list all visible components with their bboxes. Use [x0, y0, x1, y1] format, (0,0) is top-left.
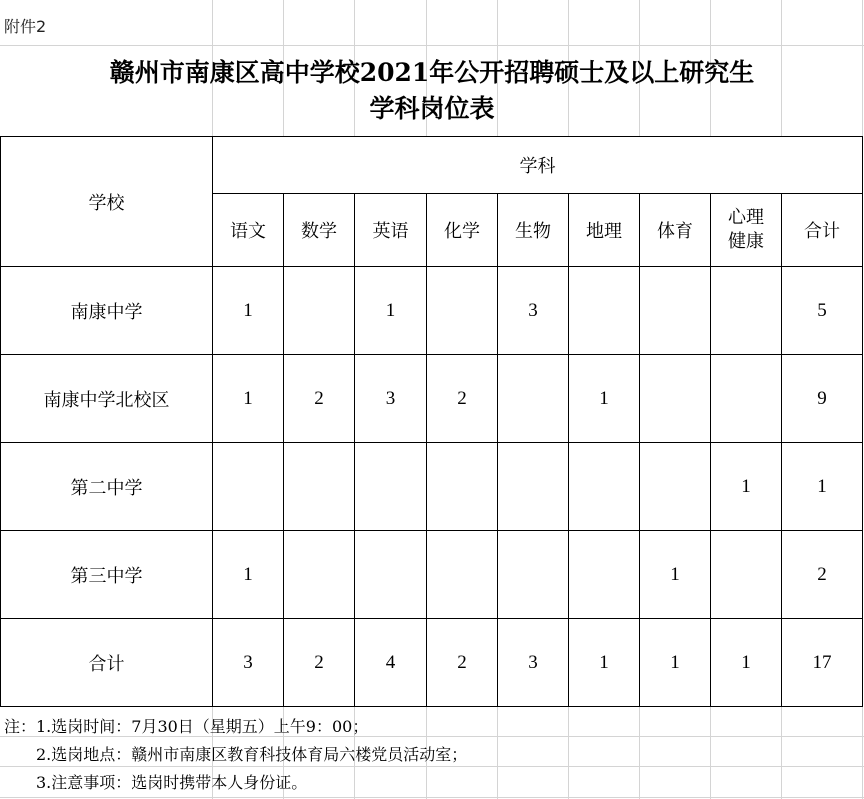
table-cell: 1 — [213, 531, 284, 619]
subject-chemistry-header: 化学 — [427, 194, 498, 267]
table-cell — [711, 531, 782, 619]
table-cell: 4 — [355, 619, 427, 707]
row-total: 9 — [782, 355, 863, 443]
table-cell: 1 — [569, 355, 640, 443]
table-cell: 2 — [427, 619, 498, 707]
table-cell: 1 — [213, 355, 284, 443]
table-cell: 1 — [569, 619, 640, 707]
totals-label: 合计 — [1, 619, 213, 707]
table-cell: 3 — [355, 355, 427, 443]
table-cell — [569, 267, 640, 355]
table-cell — [284, 443, 355, 531]
note-line-1: 注：1.选岗时间：7月30日（星期五）上午9：00； — [4, 717, 369, 736]
table-cell — [640, 443, 711, 531]
table-cell — [498, 355, 569, 443]
psychology-line2: 健康 — [728, 231, 764, 252]
table-cell: 3 — [498, 267, 569, 355]
note-line-2: 2.选岗地点：赣州市南康区教育科技体育局六楼党员活动室； — [36, 745, 468, 764]
table-cell: 3 — [213, 619, 284, 707]
table-cell — [355, 443, 427, 531]
table-cell — [284, 531, 355, 619]
table-cell — [640, 355, 711, 443]
table-cell — [355, 531, 427, 619]
table-cell — [498, 443, 569, 531]
subject-psychology-header — [711, 194, 782, 267]
subject-english-header: 英语 — [355, 194, 427, 267]
table-cell — [498, 531, 569, 619]
grand-total: 17 — [782, 619, 863, 707]
table-cell: 1 — [640, 619, 711, 707]
table-cell — [569, 443, 640, 531]
school-header: 学校 — [1, 137, 213, 267]
table-cell: 2 — [284, 355, 355, 443]
subject-header: 学科 — [213, 137, 863, 194]
table-row — [1, 267, 863, 355]
table-row — [1, 443, 863, 531]
school-name: 南康中学北校区 — [1, 355, 213, 443]
table-cell — [711, 267, 782, 355]
table-cell: 1 — [711, 443, 782, 531]
table-cell — [427, 267, 498, 355]
table-row — [1, 531, 863, 619]
subject-chinese-header: 语文 — [213, 194, 284, 267]
table-cell: 1 — [640, 531, 711, 619]
subject-geography-header: 地理 — [569, 194, 640, 267]
table-cell — [711, 355, 782, 443]
table-cell: 2 — [427, 355, 498, 443]
table-row — [1, 355, 863, 443]
page-title: 赣州市南康区高中学校2021年公开招聘硕士及以上研究生 — [109, 58, 755, 87]
psychology-line1: 心理 — [728, 207, 764, 228]
table-cell — [427, 443, 498, 531]
table-cell: 2 — [284, 619, 355, 707]
subject-pe-header: 体育 — [640, 194, 711, 267]
row-total: 2 — [782, 531, 863, 619]
subject-total-header: 合计 — [782, 194, 863, 267]
table-cell: 1 — [711, 619, 782, 707]
table-cell: 3 — [498, 619, 569, 707]
row-total: 1 — [782, 443, 863, 531]
table-cell: 1 — [355, 267, 427, 355]
school-name: 第二中学 — [1, 443, 213, 531]
notes — [4, 713, 467, 797]
positions-table — [0, 136, 863, 707]
school-name: 南康中学 — [1, 267, 213, 355]
page-subtitle: 学科岗位表 — [369, 94, 495, 123]
table-cell — [569, 531, 640, 619]
table-cell: 1 — [213, 267, 284, 355]
table-cell — [213, 443, 284, 531]
school-name: 第三中学 — [1, 531, 213, 619]
note-line-3: 3.注意事项：选岗时携带本人身份证。 — [36, 773, 308, 792]
subject-biology-header: 生物 — [498, 194, 569, 267]
totals-row — [1, 619, 863, 707]
subject-math-header: 数学 — [284, 194, 355, 267]
annex-label: 附件2 — [4, 17, 47, 36]
table-cell — [284, 267, 355, 355]
table-cell — [427, 531, 498, 619]
table-cell — [640, 267, 711, 355]
row-total: 5 — [782, 267, 863, 355]
